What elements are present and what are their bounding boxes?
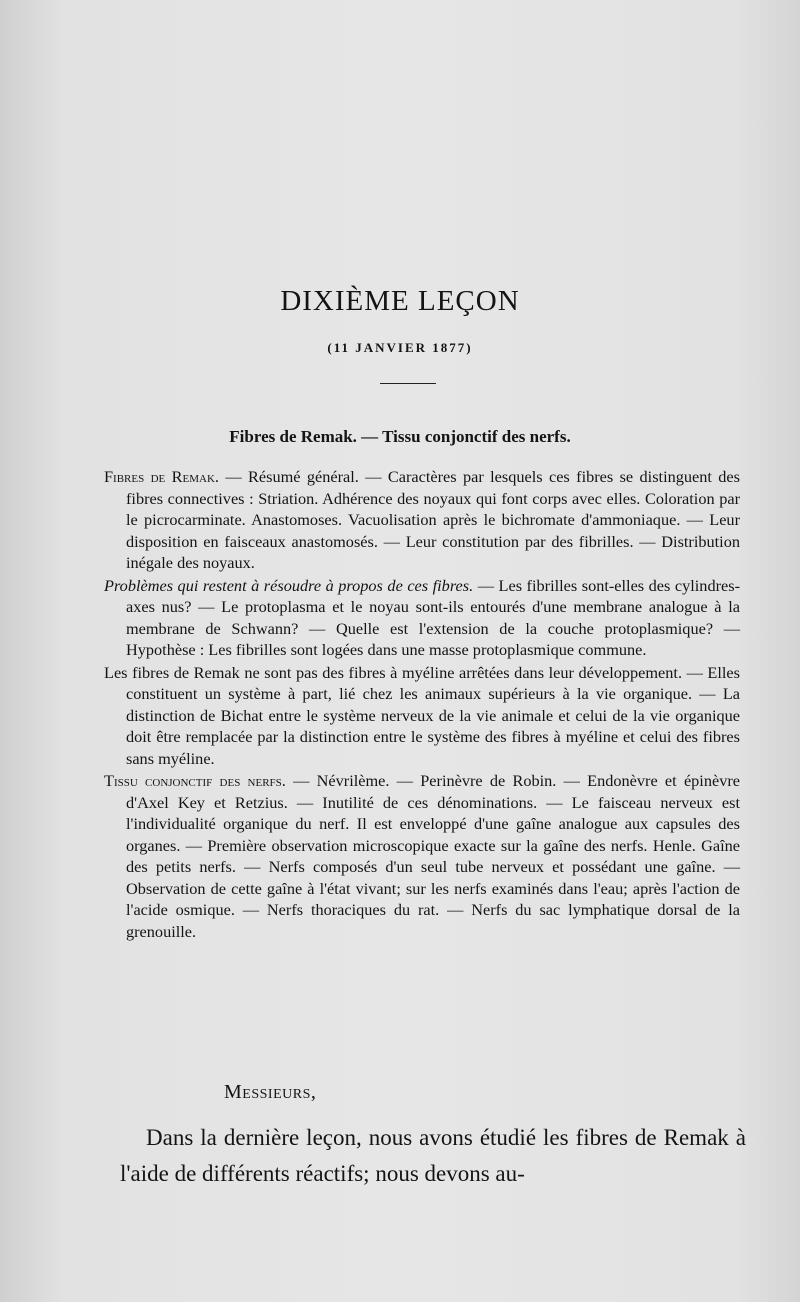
summary-paragraph-problems [104, 575, 740, 661]
lecture-title: DIXIÈME LEÇON [280, 285, 520, 317]
summary-paragraph-tissu [104, 770, 740, 942]
lecture-date: (11 JANVIER 1877) [327, 340, 473, 355]
summary-text: — Névrilème. — Perinèvre de Robin. — Endonèvre et épinèvre d'Axel Key et Retzius. — Inutilité de ces dénominations. — Le faisceau nerveux est l'individualité organique du nerf. Il est enveloppé d'une gaîne analogue aux capsules des organes. — Première observation microscopique exacte sur la gaîne des nerfs. Henle. Gaîne des petits nerfs. — Nerfs composés d'un seul tube nerveux et possédant une gaîne. — Observation de cette gaîne à l'état vivant; sur les nerfs examinés dans l'eau; après l'action de l'acide osmique. — Nerfs thoraciques du rat. — Nerfs du sac lymphatique dorsal de la grenouille. [126, 771, 740, 941]
summary-paragraph-systems [104, 662, 740, 770]
summary-text: — Résumé général. — Caractères par lesquels ces fibres se distinguent des fibres connectives : Striation. Adhérence des noyaux qui font corps avec elles. Coloration par le picrocarminate. Anastomoses. Vacuolisation après le bichromate d'ammoniaque. — Leur disposition en faisceaux anastomosés. — Leur constitution par des fibrilles. — Distribution inégale des noyaux. [126, 467, 740, 572]
summary-paragraph-remak [104, 466, 740, 574]
summary-block [104, 466, 740, 943]
lecture-subtitle: Fibres de Remak. — Tissu conjonctif des nerfs. [229, 427, 571, 446]
body-paragraph: Dans la dernière leçon, nous avons étudié les fibres de Remak à l'aide de différents réactifs; nous devons au- [120, 1125, 746, 1186]
summary-text: Les fibres de Remak ne sont pas des fibres à myéline arrêtées dans leur développement. — Elles constituent un système à part, lié chez les animaux supérieurs à la vie organique. — La distinction de Bichat entre le système nerveux de la vie animale et celui de la vie organique doit être remplacée par la distinction entre le système des fibres à myéline et celui des fibres sans myéline. [104, 662, 740, 768]
summary-lead: Tissu conjonctif des nerfs. [104, 771, 286, 790]
divider-rule [380, 383, 436, 384]
summary-text: — Les fibrilles sont-elles des cylindres-axes nus? — Le protoplasma et le noyau sont-ils entourés d'une membrane analogue à la membrane de Schwann? — Quelle est l'extension de la couche protoplasmique? — Hypothèse : Les fibrilles sont logées dans une masse protoplasmique commune. [126, 575, 740, 659]
summary-lead: Problèmes qui restent à résoudre à propos de ces fibres. [104, 575, 474, 595]
salutation: Messieurs, [224, 1081, 317, 1103]
summary-lead: Fibres de Remak. [104, 467, 219, 486]
